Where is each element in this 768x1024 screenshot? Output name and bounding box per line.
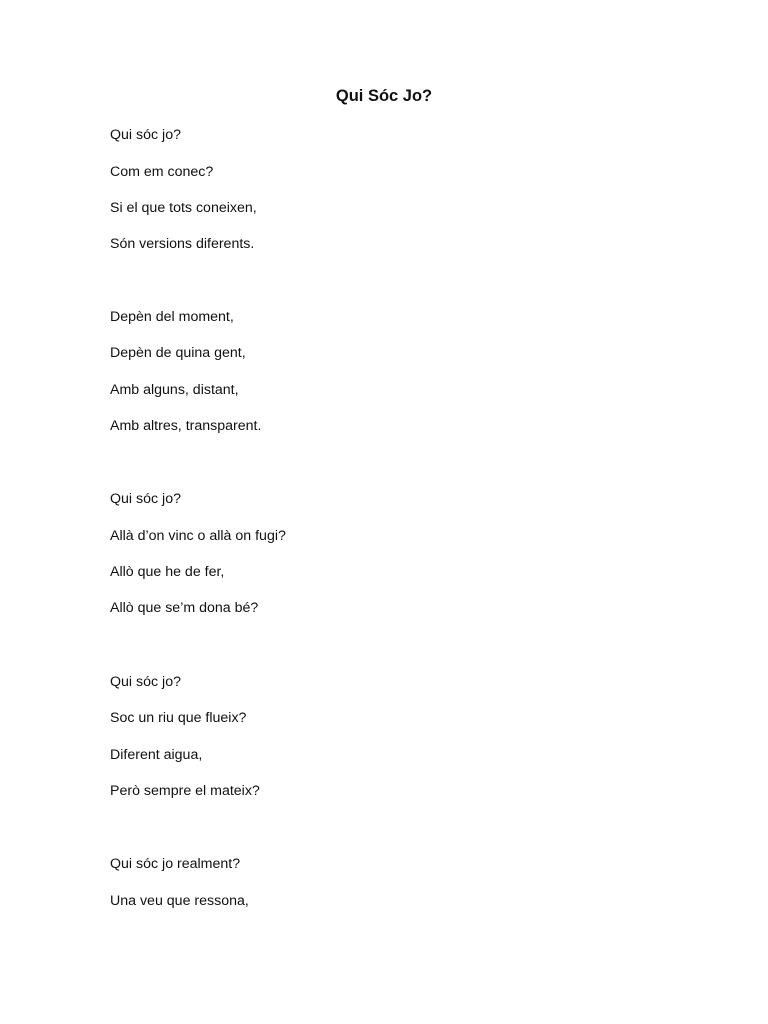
poem-line: Allò que he de fer, <box>110 564 225 580</box>
poem-line: Però sempre el mateix? <box>110 783 260 799</box>
poem-line: Diferent aigua, <box>110 747 203 763</box>
poem-line: Qui sóc jo? <box>110 674 181 690</box>
poem-line: Qui sóc jo? <box>110 491 181 507</box>
poem-line: Amb alguns, distant, <box>110 382 239 398</box>
poem-line: Una veu que ressona, <box>110 893 249 909</box>
poem-line: Amb altres, transparent. <box>110 418 262 434</box>
poem-line: Són versions diferents. <box>110 236 255 252</box>
poem-line: Depèn del moment, <box>110 309 234 325</box>
poem-line: Qui sóc jo? <box>110 127 181 143</box>
poem-line: Soc un riu que flueix? <box>110 710 247 726</box>
poem-line: Allò que se’m dona bé? <box>110 600 259 616</box>
poem-line: Qui sóc jo realment? <box>110 856 241 872</box>
poem-title: Qui Sóc Jo? <box>335 87 433 105</box>
poem-line: Allà d’on vinc o allà on fugi? <box>110 528 286 544</box>
poem-line: Depèn de quina gent, <box>110 345 246 361</box>
poem-line: Si el que tots coneixen, <box>110 200 257 216</box>
poem-line: Com em conec? <box>110 164 214 180</box>
